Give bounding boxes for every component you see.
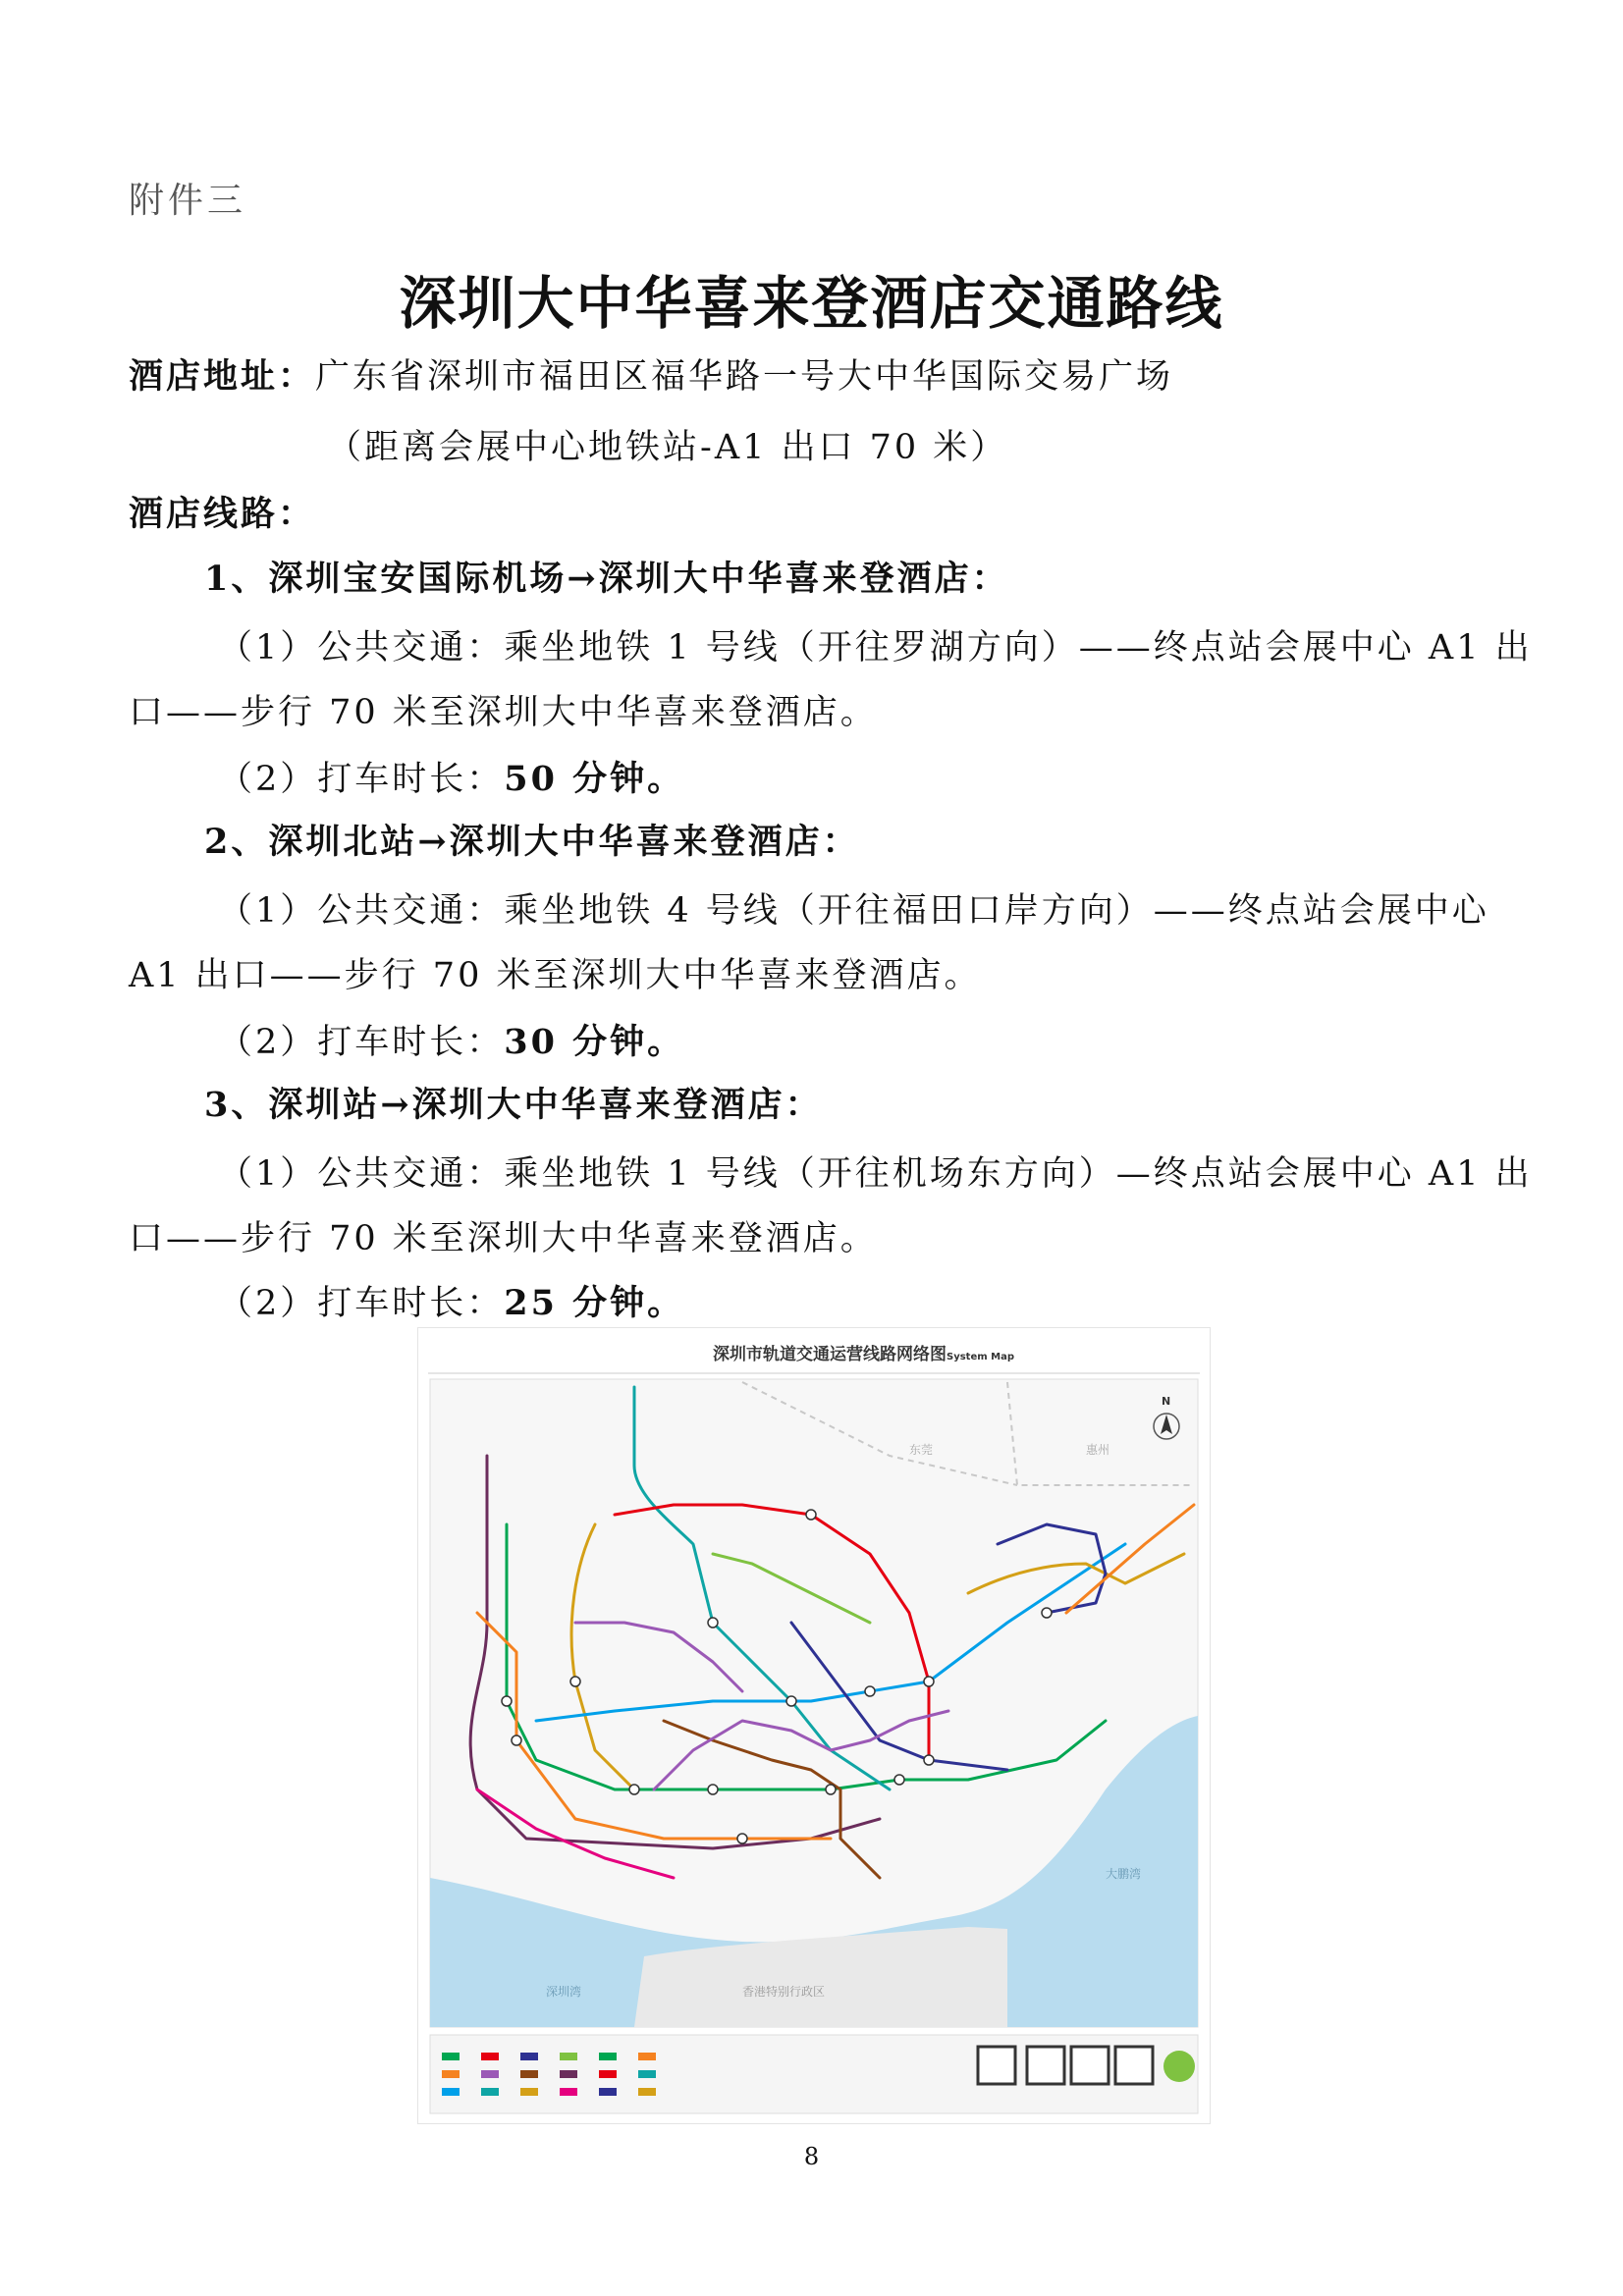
address-line	[129, 349, 1173, 399]
route-1-taxi-value: 50 分钟。	[504, 759, 685, 799]
route-3-public-line1: （1）公共交通：乘坐地铁 1 号线（开往机场东方向）—终点站会展中心 A1 出	[218, 1154, 1533, 1194]
route-3-taxi-label: （2）打车时长：	[218, 1284, 505, 1323]
region-dapeng-bay: 大鹏湾	[1106, 1867, 1142, 1881]
map-title-en: System Map	[947, 1352, 1014, 1362]
region-hong-kong: 香港特别行政区	[742, 1985, 826, 1999]
route-3-heading: 3、深圳站→深圳大中华喜来登酒店：	[204, 1085, 823, 1125]
route-1-public-line2: 口——步行 70 米至深圳大中华喜来登酒店。	[129, 693, 878, 732]
routes-label: 酒店线路：	[129, 494, 316, 534]
address-label: 酒店地址：	[129, 356, 316, 397]
route-2-taxi-label: （2）打车时长：	[218, 1023, 505, 1062]
route-3-taxi-value: 25 分钟。	[504, 1283, 685, 1323]
route-1-public-line1: （1）公共交通：乘坐地铁 1 号线（开往罗湖方向）——终点站会展中心 A1 出	[218, 628, 1533, 667]
metro-map-image	[417, 1327, 1211, 2124]
page-title: 深圳大中华喜来登酒店交通路线	[399, 270, 1224, 337]
attachment-label: 附件三	[129, 181, 247, 221]
region-huizhou: 惠州	[1086, 1443, 1110, 1457]
route-3-public-line2: 口——步行 70 米至深圳大中华喜来登酒店。	[129, 1219, 878, 1258]
route-2-public-line1: （1）公共交通：乘坐地铁 4 号线（开往福田口岸方向）——终点站会展中心	[218, 891, 1489, 931]
north-label: N	[1162, 1395, 1171, 1408]
route-1-heading: 1、深圳宝安国际机场→深圳大中华喜来登酒店：	[204, 559, 1009, 599]
route-1-taxi	[218, 752, 684, 801]
route-2-taxi	[218, 1015, 684, 1064]
route-2-taxi-value: 30 分钟。	[504, 1022, 685, 1062]
route-1-taxi-label: （2）打车时长：	[218, 760, 505, 799]
page-number: 8	[803, 2143, 820, 2170]
map-title: 深圳市轨道交通运营线路网络图	[713, 1345, 947, 1364]
route-2-heading: 2、深圳北站→深圳大中华喜来登酒店：	[204, 822, 860, 862]
region-shenzhen-bay: 深圳湾	[546, 1985, 582, 1999]
address-note: （距离会展中心地铁站-A1 出口 70 米）	[327, 428, 1008, 467]
route-2-public-line2: A1 出口——步行 70 米至深圳大中华喜来登酒店。	[129, 956, 982, 995]
route-3-taxi	[218, 1276, 684, 1325]
region-dongguan: 东莞	[909, 1443, 934, 1457]
address-value: 广东省深圳市福田区福华路一号大中华国际交易广场	[315, 357, 1174, 397]
